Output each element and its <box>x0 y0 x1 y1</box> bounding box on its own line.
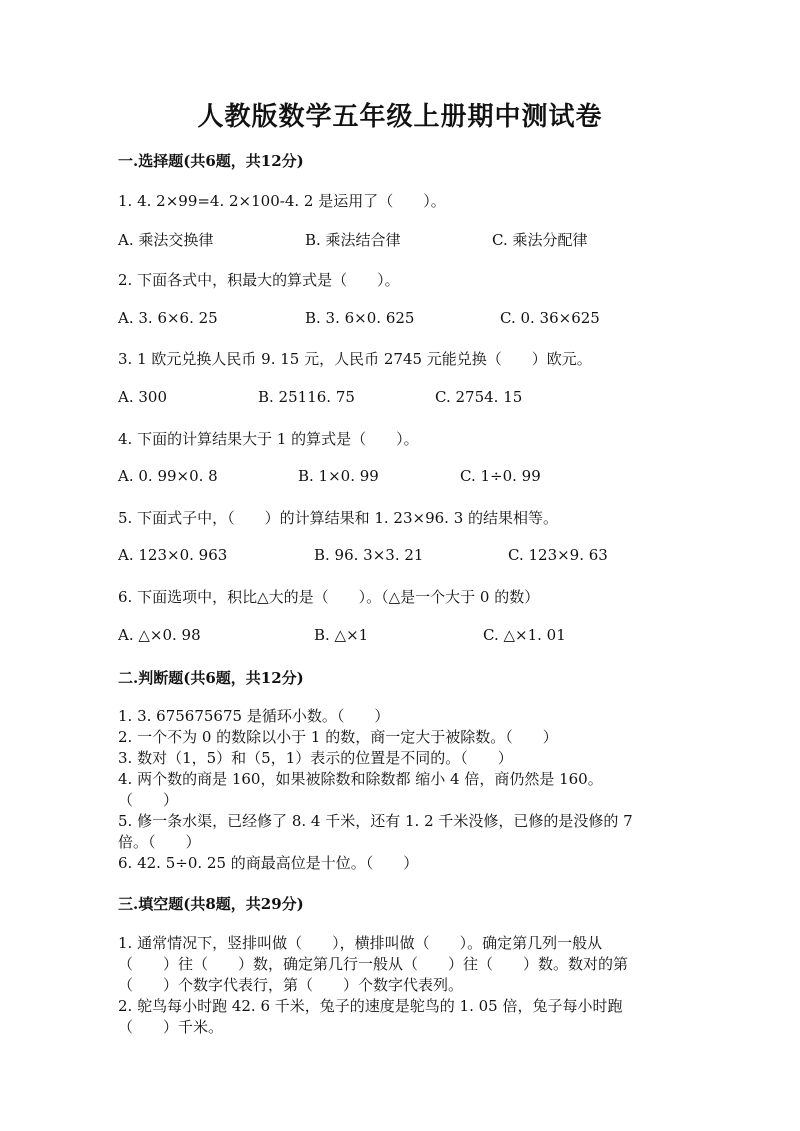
question-2-option-a: A. 3. 6×6. 25 <box>118 309 218 327</box>
question-3-option-a: A. 300 <box>118 388 167 406</box>
question-1-stem: 1. 4. 2×99=4. 2×100-4. 2 是运用了（ ）。 <box>118 192 446 210</box>
judgement-line-4: 4. 两个数的商是 160，如果被除数和除数都 缩小 4 倍，商仍然是 160。 <box>118 770 603 788</box>
question-3-option-c: C. 2754. 15 <box>435 388 523 406</box>
judgement-line-3: 3. 数对（1，5）和（5，1）表示的位置是不同的。（ ） <box>118 749 513 767</box>
question-3-stem: 3. 1 欧元兑换人民币 9. 15 元，人民币 2745 元能兑换（ ）欧元。 <box>118 350 592 368</box>
question-5-option-a: A. 123×0. 963 <box>118 546 228 564</box>
question-6-option-b: B. △×1 <box>314 626 369 644</box>
judgement-line-1: 1. 3. 675675675 是循环小数。（ ） <box>118 707 390 725</box>
question-1-option-c: C. 乘法分配律 <box>492 231 588 249</box>
question-1-option-a: A. 乘法交换律 <box>118 231 214 249</box>
question-2-stem: 2. 下面各式中，积最大的算式是（ ）。 <box>118 271 400 289</box>
question-2-option-b: B. 3. 6×0. 625 <box>305 309 415 327</box>
judgement-line-7: 倍。（ ） <box>118 833 201 851</box>
question-3-option-b: B. 25116. 75 <box>258 388 355 406</box>
fill-blank-line-2: （ ）往（ ）数，确定第几行一般从（ ）往（ ）数。数对的第 <box>118 955 629 973</box>
page-title: 人教版数学五年级上册期中测试卷 <box>197 102 603 132</box>
fill-blank-line-5: （ ）千米。 <box>118 1018 224 1036</box>
question-4-option-a: A. 0. 99×0. 8 <box>118 467 218 485</box>
question-1-option-b: B. 乘法结合律 <box>305 231 401 249</box>
judgement-line-8: 6. 42. 5÷0. 25 的商最高位是十位。（ ） <box>118 854 419 872</box>
judgement-line-6: 5. 修一条水渠，已经修了 8. 4 千米，还有 1. 2 千米没修，已修的是没修的 7 <box>118 812 633 830</box>
section-heading-fill-blank: 三.填空题(共8题，共29分) <box>118 895 304 913</box>
question-6-stem: 6. 下面选项中，积比△大的是（ ）。（△是一个大于 0 的数） <box>118 588 540 606</box>
question-4-stem: 4. 下面的计算结果大于 1 的算式是（ ）。 <box>118 430 419 448</box>
judgement-line-5: （ ） <box>118 791 179 809</box>
judgement-line-2: 2. 一个不为 0 的数除以小于 1 的数，商一定大于被除数。（ ） <box>118 728 558 746</box>
question-6-option-a: A. △×0. 98 <box>118 626 201 644</box>
question-6-option-c: C. △×1. 01 <box>483 626 566 644</box>
section-heading-choice: 一.选择题(共6题，共12分) <box>118 152 304 170</box>
fill-blank-line-1: 1. 通常情况下，竖排叫做（ ），横排叫做（ ）。确定第几列一般从 <box>118 934 603 952</box>
question-4-option-b: B. 1×0. 99 <box>298 467 379 485</box>
fill-blank-line-3: （ ）个数字代表行，第（ ）个数字代表列。 <box>118 976 464 994</box>
section-heading-judgement: 二.判断题(共6题，共12分) <box>118 669 304 687</box>
question-5-option-b: B. 96. 3×3. 21 <box>314 546 424 564</box>
question-2-option-c: C. 0. 36×625 <box>500 309 600 327</box>
question-5-stem: 5. 下面式子中，（ ）的计算结果和 1. 23×96. 3 的结果相等。 <box>118 509 559 527</box>
question-4-option-c: C. 1÷0. 99 <box>460 467 541 485</box>
question-5-option-c: C. 123×9. 63 <box>508 546 608 564</box>
fill-blank-line-4: 2. 鸵鸟每小时跑 42. 6 千米，兔子的速度是鸵鸟的 1. 05 倍，兔子每小时跑 <box>118 997 623 1015</box>
